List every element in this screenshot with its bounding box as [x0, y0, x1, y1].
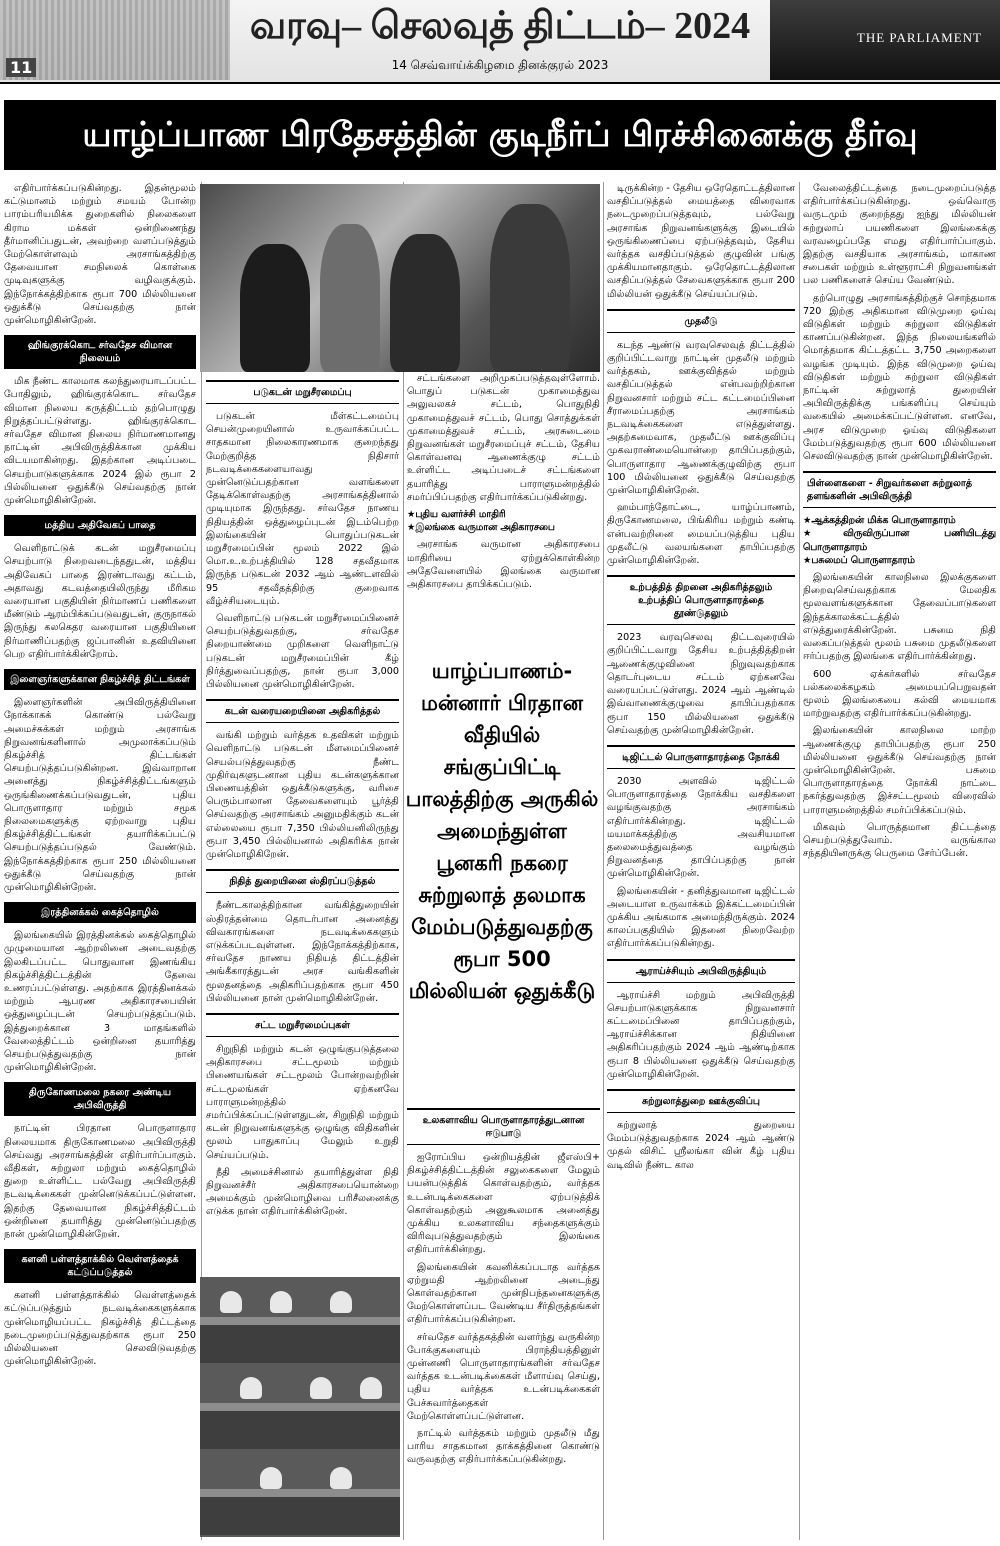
bullet-item: ★ விருவிருப்பான பணியிடத்து பொருளாதாரம் — [803, 527, 996, 553]
person-figure — [330, 1467, 352, 1489]
person-figure — [260, 1467, 282, 1489]
person-figure — [220, 1291, 242, 1313]
news-photo-parliament-session — [200, 1277, 400, 1537]
article-column-3-bottom — [407, 1100, 600, 1540]
paragraph: டிருக்கின்ற - தேசிய ஒரேதொட்டத்திலான வசதிப்படுத்தல் மையத்தை விரைவாக நடைமுறைப்படுத்தவும், பல்வேறு அரசாங்க நிறுவனங்களுக்கு இடையில் ஒருங்கிணைப்பை ஏற்படுத்தவும், தேசிய வர்த்தக வசதிப்படுத்தல் குழுவின் பங்கு முக்கியமானதாகும். ஒரேதொட்டத்திலான வசதிப்படுத்தல் சேவைகளுக்காக ரூபா 200 மில்லியன் ஒதுக்கீடு செய்யப்படும். — [607, 183, 795, 300]
person-figure — [240, 244, 310, 372]
subheading: இளைஞர்களுக்கான நிகழ்ச்சித் திட்டங்கள் — [4, 669, 196, 690]
bullet-item: ★ இலங்கை வருமான அதிகாரசபை — [407, 521, 600, 534]
subheading: பிள்ளைகளை - சிறுவர்களை சுற்றுலாத் தளங்களின் அபிவிருத்தி — [803, 471, 996, 508]
subheading: களனி பள்ளத்தாக்கில் வெள்ளத்தைக் கட்டுப்படுத்தல் — [4, 1249, 196, 1283]
paragraph: மிகவும் பொருத்தமான திட்டத்தை செயற்படுத்துவோம். வருங்கால சந்ததியினருக்கு பெருமை சேர்ப்பேன். — [803, 821, 996, 860]
paragraph: எதிர்பார்க்கப்படுகின்றது. இதன்மூலம் கட்டுமானம் மற்றும் சமயம் போன்ற பாரம்பரியமிக்க துறைகளில் நிலைகளை கிராம மக்கள் ஒன்றிணைந்து தீர்மானிப்பதுடன், அவற்றை வளப்படுத்தும் மேற்கொள்ளவும் அரசாங்கத்திற்கு தேவையான சமநிலைக் கொள்கை முடிவுகளுக்கு வழிவகுக்கும். இந்நோக்கத்திற்காக ரூபா 700 மில்லியனை ஒதுக்கீடு செய்வதற்கு நான் முன்மொழிகின்றேன். — [4, 183, 196, 327]
issue-date: 14 செவ்வாய்க்கிழமை தினக்குரல் 2023 — [391, 58, 609, 72]
paragraph: மிக நீண்ட காலமாக கலந்துரையாடப்பட்ட போதிலும், ஹிங்குரக்கொட சர்வதேச விமான நிலைய கருத்திட்டம் தற்பொழுது நிறுத்தப்பட்டுள்ளது. ஹிங்குரக்கொட சர்வதேச விமான நிலைய நிர்மாணமானது நாட்டின் அபிவிருத்திக்கான முக்கிய விடயமாகின்றது. இதற்கான அடிப்படை செயற்பாடுகளுக்காக 2024 இல் ரூபா 2 பில்லியனை ஒதுக்கீடு செய்வதற்கு நான் முன்மொழிகின்றேன். — [4, 376, 196, 507]
parliament-logo-image — [770, 0, 1000, 80]
paragraph: சிறுநிதி மற்றும் கடன் ஒழுங்குபடுத்தலை அதிகாரசபை சட்டமூலம் மற்றும் பிணையங்கள் சட்டமூலம் போன்றவற்றின் சட்டமூலங்கள் ஏற்கனவே பாராளுமன்றத்தில் சமர்ப்பிக்கப்பட்டுள்ளதுடன், சிறுநிதி மற்றும் கடன் நிறுவனங்களுக்கு ஒழுங்கு விதிகளின் மூலம் பாதுகாப்பு மேலும் உறுதி செய்யப்படும். — [206, 1043, 399, 1161]
column-divider — [603, 182, 604, 1540]
paragraph: கடந்த ஆண்டு வரவுசெலவுத் திட்டத்தில் குறிப்பிட்டவாறு நாட்டின் முதலீடு மற்றும் வர்த்தகம், ஊக்குவித்தல் மற்றும் வசதிப்படுத்தல் என்பவற்றிற்கான நிறுவனசார் மற்றும் சட்ட கட்டமைப்பினை சீராமைப்பதற்கு அரசாங்கம் நடவடிக்கைகளை எடுத்துள்ளது. அதற்கமைவாக, முதலீட்டு ஊக்குவிப்பு முகவராண்மையொன்றை தாபிப்பதற்கும், பொருளாதார ஆணைக்குழுவிற்கு ரூபா 100 மில்லியனை ஒதுக்கீடு செய்வதற்கு முன்மொழிகின்றேன். — [607, 339, 795, 497]
column-divider — [799, 182, 800, 1540]
article-column-2 — [206, 372, 399, 1272]
paragraph: 600 ஏக்கர்களில் சர்வதேச பல்கலைக்கழகம் அமையப்பெறுவதன் மூலம் இலங்கையை கல்வி மையமாக மாற்றுவதற்கு எதிர்பார்க்கப்படுகின்றது. — [803, 668, 996, 720]
subheading: திருகோணமலை நகரை அண்டிய அபிவிருத்தி — [4, 1082, 196, 1116]
paragraph: இலங்கையின் காலநிலை இலக்குகளை நிறைவுசெய்வதற்காக மேலதிக மூலவளங்களுக்கான தேவைப்பாடுகளை இந்தக்காலக்கட்டத்தில் எடுத்துரைக்கின்றேன். பசுமை நிதி வகைப்படுத்தல் மூலம் பசுமை முதலீடுகளை ஈர்ப்பதற்கு இலங்கை எதிர்பார்க்கின்றது. — [803, 572, 996, 663]
subheading: படுகடன் மறுசீரமைப்பு — [206, 380, 399, 404]
paragraph: அரசாங்க வருமான அதிகாரசபை மாதிரியை ஏற்றுக்கொள்கின்ற அதேவேளையில் இலங்கை வருமான அதிகாரசபை தாபிக்கப்படும். — [407, 539, 600, 591]
paragraph: நாட்டில் வர்த்தகம் மற்றும் முதலீடு மீது பாரிய சாதகமான தாக்கத்தினை கொண்டு வருவதற்கு எதிர்பார்க்கப்படுகின்றது. — [407, 1428, 600, 1466]
section-title: வரவு– செலவுத் திட்டம்– 2024 — [249, 5, 751, 47]
person-figure — [330, 1291, 352, 1313]
person-figure — [390, 234, 460, 372]
subheading: ஆராய்ச்சியும் அபிவிருத்தியும் — [607, 959, 795, 983]
paragraph: நீண்டகாலத்திற்கான வங்கித்துறையின் ஸ்திரத்தன்மை தொடர்பான அனைத்து விவகாரங்களை நடவடிக்கைகளும் எடுக்கப்படவுள்ளன. இந்நோக்கத்திற்காக, சர்வதேச நாணய நிதியத் திட்டத்தின் அங்கீகாரத்துடன் அரச வங்கிகளின் மூலதனத்தை அதிகரிப்பதற்காக ரூபா 450 பில்லியனை நான் முன்மொழிகின்றேன். — [206, 900, 399, 1004]
bullet-list — [407, 508, 600, 534]
paragraph: சட்டங்களை அறிமுகப்படுத்தவுள்ளோம். பொதுப் படுகடன் முகாமைத்துவ அலுவலகச் சட்டம், பொதுநிதி முகாமைத்துவச் சட்டம், பொது சொத்துக்கள் முகாமைத்துவச் சட்டம், அரசுடைமை நிறுவனங்கள் மறுசீரமைப்புச் சட்டம், தேசிய கொள்வனவு ஆணைக்குழு சட்டம் உள்ளிட்ட அடிப்படைச் சட்டங்களை தயாரித்து பாராளுமன்றத்தில் சமர்ப்பிப்பதற்கு எதிர்பார்க்கப்படுகின்றது. — [407, 373, 600, 503]
paragraph: சுற்றுலாத் துறையை மேம்படுத்துவதற்காக 2024 ஆம் ஆண்டு முதல் விசிட் ஸ்ரீலங்கா வின் கீழ் புதிய வடிவில் நீண்ட கால — [607, 1119, 795, 1171]
paragraph: இளைஞர்களின் அபிவிருத்தியினை நோக்காகக் கொண்டு பல்வேறு அமைச்சுக்கள் மற்றும் அரசாங்க நிறுவனங்களினால் அமுலாக்கப்படும் நிகழ்ச்சித் திட்டங்கள் செயற்படுத்தப்படுகின்றன. இவ்வாறான அனைத்து நிகழ்ச்சித்திட்டங்களும் ஒருங்கிணைக்கப்படுவதுடன், புதிய பொருளாதார மற்றும் சமூக நிலைமைகளுக்கு ஏற்றவாறு புதிய நிகழ்ச்சித்திட்டங்கள் தயாரிக்கப்பட்டு செயற்படுத்தப்படுதல் வேண்டும். இந்நோக்கத்திற்காக ரூபா 250 மில்லியனை ஒதுக்கீடு செய்வதற்கு நான் முன்மொழிகின்றேன். — [4, 697, 196, 893]
paragraph: இலங்கையில் இரத்தினக்கல் கைத்தொழில் முழுமையான ஆற்றலினை அடைவதற்கு இலகிடப்பட்ட பொதுவான இணங்கிய நிகழ்ச்சித்திட்டத்தின் தேவை உணரப்பட்டுள்ளது. அதற்காக இரத்தினக்கல் மற்றும் ஆபரண அதிகாரசபையின் ஒத்துழைப்புடன் செயற்படுத்தப்படும். இத்துறைக்கான 3 மாதங்களில் வேலைத்திட்டம் ஒன்றினை தயாரித்து செயற்படுத்துவதற்கு நான் முன்மொழிகின்றேன். — [4, 930, 196, 1074]
main-headline — [4, 100, 996, 170]
paragraph: வேலைத்திட்டத்தை நடைமுறைப்படுத்த எதிர்பார்க்கப்படுகின்றது. ஒவ்வொரு வருடமும் குறைந்தது ஐந்து மில்லியன் சுற்றுலாப் பயணிகளை இலங்கைக்கு வரவழைப்பதே எமது எதிர்பார்ப்பாகும். இதற்கு வசதியாக அரசாங்கம், மாகாண சபைகள் மற்றும் உள்ளூராட்சி நிறுவனங்கள் பல பணிகளைச் செய்ய வேண்டும். — [803, 183, 996, 287]
person-figure — [270, 1291, 292, 1313]
bullet-list — [803, 514, 996, 567]
paragraph: சர்வதேச வர்த்தகத்தின் வளர்ந்து வருகின்ற போக்குகளையும் பிராந்தியத்தினுள் முன்னணி பொருளாதாரங்களின் சர்வதேச வர்த்தக உடன்படிக்கைகள் மீளாய்வு செய்து, புதிய வர்த்தக உடன்படிக்கைகள் பேச்சுவார்த்தைகள் மேற்கொள்ளப்பட்டுள்ளன. — [407, 1331, 600, 1422]
paragraph: 2030 அளவில் டிஜிட்டல் பொருளாதாரத்தை நோக்கிய வசதிகளை வழங்குவதற்கு அரசாங்கம் எதிர்பார்க்கின்றது. டிஜிட்டல் மயமாக்கத்திற்கு அவசியமான தலைமைத்துவத்தை வழங்கும் நிறுவனத்தை தாபிப்பதற்கு நான் முன்மொழிகின்றேன். — [607, 775, 795, 880]
person-figure — [310, 1377, 332, 1399]
news-photo-parliament-greeting — [200, 184, 600, 372]
paragraph: இலங்கையின் காலநிலை மாற்ற ஆணைக்குழு தாபிப்பதற்கு ரூபா 250 மில்லியனை ஒதுக்கீடு செய்வதற்கு நான் முன்மொழிகின்றேன். பசுமை பொருளாதாரத்தை நோக்கி நாட்டை நகர்த்துவதற்கு இச்சட்டமூலம் விரைவில் பாராளுமன்றத்தில் சமர்ப்பிக்கப்படும். — [803, 725, 996, 816]
paragraph: வங்கி மற்றும் வர்த்தக உதவிகள் மற்றும் வெளிநாட்டு படுகடன் மீளமைப்பினைச் செயல்படுத்துவதற்கு நீண்ட முதிர்வுகளுடனான புதிய கடன்களுக்கான பிணையத்தின் ஒதுக்கீடுகளுக்கு, வரிசை பெரும்பாலான தேவைகளையும் பூர்த்தி செய்வதற்கு அரசாங்கம் அனுமதிக்கும் கடன் எல்லையை ரூபா 7,350 பில்லியனிலிருந்து ரூபா 3,450 பில்லியனால் அதிகரிக்க நான் முன்மொழிகிறேன். — [206, 730, 399, 861]
subheading: மத்திய அதிவேகப் பாதை — [4, 515, 196, 536]
paragraph: 2023 வரவுசெலவு திட்டவுரையில் குறிப்பிட்டவாறு தேசிய உற்பத்தித்திறன் ஆணைக்குழுவினை நிறுவுவதற்காக தொடர்புடைய சட்டம் ஏற்கனவே வரையப்பட்டுள்ளது. 2024 ஆம் ஆண்டில் இவ்வாணைக்குழுவை தாபிப்பதற்காக ரூபா 150 மில்லியனை ஒதுக்கீடு செய்வதற்கு முன்மொழிகின்றேன். — [607, 632, 795, 736]
person-figure — [490, 204, 570, 372]
subheading: உலகளாவிய பொருளாதாரத்துடனான ஈடுபாடு — [407, 1108, 600, 1145]
subheading: இரத்தினக்கல் கைத்தொழில் — [4, 902, 196, 923]
paragraph: இலங்கையின் கவனிக்கப்படாத வர்த்தக ஏற்றுமதி ஆற்றலினை அடைந்து கொள்வதற்கான முன்நிபந்தனைகளுக்கு மேற்கொள்ளப்பட வேண்டிய சீர்திருத்தங்கள் எதிர்பார்க்கப்படுகின்றன. — [407, 1261, 600, 1326]
paragraph: வெளிநாட்டு படுகடன் மறுசீரமைப்பினைச் செயற்படுத்துவதற்கு, சர்வதேச நிறையாண்மை முறிகளை வெளிநாட்டு படுகடன் மறுசீரமைப்பின் கீழ் நிர்த்துவைப்பதற்கு, நான் ரூபா 3,000 பில்லியனை முன்மொழிகின்றேன். — [206, 613, 399, 691]
bullet-item: ★ புதிய வளர்ச்சி மாதிரி — [407, 508, 600, 521]
masthead — [0, 0, 1000, 84]
parliament-logo-text: THE PARLIAMENT — [856, 30, 982, 45]
paragraph: நீதி அமைச்சினால் தயாரித்துள்ள நிதி நிறுவனச்சீர் அதிகாரசபையொன்றை அமைக்கும் முன்மொழிவை பரிசீலனைக்கு எடுக்க நான் எதிர்பார்க்கின்றேன். — [206, 1166, 399, 1218]
subheading: சட்ட மறுசீரமைப்புகள் — [206, 1013, 399, 1037]
subheading: ஹிங்குரக்கொட சர்வதேச விமான நிலையம் — [4, 335, 196, 369]
article-column-4 — [607, 182, 795, 1540]
paragraph: தற்பொழுது அரசாங்கத்திற்குச் சொந்தமாக 720 இற்கு அதிகமான விடுமுறை ஓய்வு விடுதிகள் மற்றும் சுற்றுலா விடுதிகள் காணப்படுகின்றன. இந்த நிலையங்களில் மொத்தமாக கிட்டத்தட்ட 3,750 அறைகளை வழங்க முடியும். இந்த விடுமுறை ஓய்வு விடுதிகள் மற்றும் சுற்றுலா விடுதிகள் நாட்டின் சுற்றுலாத் துறையின் அபிவிருத்திக்கு பங்களிப்பு செய்யும் வகையில் அமைக்கப்பட்டுள்ளன. எனவே, அரச விடுமுறை ஓய்வு விடுதிகளை மேம்படுத்துவதற்கு ரூபா 600 மில்லியனை செலவிடுவதற்கு நான் முன்மொழிகின்றேன். — [803, 292, 996, 463]
headline-text: யாழ்ப்பாண பிரதேசத்தின் குடிநீர்ப் பிரச்சினைக்கு தீர்வு — [82, 115, 918, 155]
bullet-item: ★ பசுமைப் பொருளாதாரம் — [803, 554, 996, 567]
subheading: உற்பத்தித் திறனை அதிகரித்தலும் உற்பத்திப் பொருளாதாரத்தை தூண்டுதலும் — [607, 575, 795, 625]
paragraph: ஆராய்ச்சி மற்றும் அபிவிருத்தி செயற்பாடுகளுக்காக நிறுவனசார் கட்டமைப்பினை தாபிப்பதற்கும், ஆராய்ச்சிக்கான நிதியினை அதிகரிப்பதற்கும் 2024 ஆம் ஆண்டிற்காக ரூபா 8 பில்லியனை ஒதுக்கீடு செய்வதற்கு முன்மொழிகின்றேன். — [607, 989, 795, 1080]
paragraph: இலங்கையின் - தனித்துவமான டிஜிட்டல் அடையாள உருவாக்கம் இக்கட்டமைப்பின் முக்கிய அங்கமாக அமைந்திருக்கும். 2024 காலப்பகுதியில் இதனை நிறைவேற்ற எதிர்பார்க்கப்படுகின்றது. — [607, 885, 795, 950]
paragraph: நாட்டின் பிரதான பொருளாதார நிலையமாக திருகோணமலை அபிவிருத்தி செய்வது அரசாங்கத்தின் எதிர்பார்ப்பாகும். வீதிகள், சுற்றுலா மற்றும் கைத்தொழில் துறை உள்ளிட்ட பல்வேறு அபிவிருத்தி நடவடிக்கைகள் முன்னெடுக்கப்பட்டுள்ளன. இதற்கு தேவையான நிகழ்ச்சித்திட்டம் ஒன்றினை தயாரித்து முன்னெடுப்பதற்கு நான் முன்மொழிகின்றேன். — [4, 1123, 196, 1240]
pull-quote: யாழ்ப்பாணம்- மன்னார் பிரதான வீதியில் சங்குப்பிட்டி பாலத்திற்கு அருகில் அமைந்துள்ள பூனகரி நகரை சுற்றுலாத் தலமாக மேம்படுத்துவதற்கு ரூபா 500 மில்லியன் ஒதுக்கீடு — [405, 659, 599, 1003]
paragraph: களனி பள்ளத்தாக்கில் வெள்ளத்தைக் கட்டுப்படுத்தும் நடவடிக்கைகளுக்காக முன்மொழியப்பட்ட நிகழ்ச்சித் திட்டத்தை நடைமுறைப்படுத்துவதற்காக ரூபா 250 மில்லியனை செலவிடுவதற்கு முன்மொழிகின்றேன். — [4, 1290, 196, 1368]
subheading: முதலீடு — [607, 309, 795, 333]
person-figure — [360, 1377, 382, 1399]
article-column-3-top — [407, 372, 600, 652]
paragraph: ஹம்பாந்தோட்டை, யாழ்ப்பாணம், திருகோணமலை, பிங்கிரிய மற்றும் கண்டி என்பவற்றினை மையப்படுத்திய புதிய முதலீட்டு வலயங்களை தாபிப்பதற்கு முன்மொழிகின்றேன். — [607, 502, 795, 567]
page-number: 11 — [6, 58, 36, 77]
subheading: கடன் வரையறையினை அதிகரித்தல் — [206, 699, 399, 723]
bullet-item: ★ ஆக்கத்திறன் மிக்க பொருளாதாரம் — [803, 514, 996, 527]
paragraph: படுகடன் மீள்கட்டமைப்பு செயன்முறையினால் உருவாக்கப்பட்ட சாதகமான நிலைகாரணமாக குறைந்தது மேற்குறித்த நிதிசார் நடவடிக்கைகளையாவது முன்னெடுப்பதற்கான வளங்களை தேடிக்கொள்வதற்கு அரசாங்கத்தினால் முடியுமாக இருந்தது. சர்வதேச நாணய நிதியத்தின் ஒத்துழைப்புடன் இடம்பெற்ற இலங்கையின் பொதுப்படுகடன் மறுசீரமைப்பின் மூலம் 2022 இல் மொ.உ.உற்பத்தியில் 128 சதவீதமாக இருந்த படுகடன் 2032 ஆம் ஆண்டளவில் 95 சதவீதத்திற்கு குறைவாக வீழ்ச்சியடையும். — [206, 411, 399, 607]
subheading: நிதித் துறையினை ஸ்திரப்படுத்தல் — [206, 869, 399, 893]
subheading: சுற்றுலாத்துறை ஊக்குவிப்பு — [607, 1089, 795, 1113]
article-column-5 — [803, 182, 996, 1540]
person-figure — [320, 224, 380, 372]
paragraph: ஐரோப்பிய ஒன்றியத்தின் ஜீஎஸ்பி+ நிகழ்ச்சித்திட்டத்தின் சலுகைகளை மேலும் பயன்படுத்திக் கொள்வதற்கும், வர்த்தக உடன்படிக்கைகளை ஏற்படுத்திக் கொள்வதற்கும் அனுகூலமாக அனைத்து முக்கிய உலகளாவிய சந்தைகளுக்கும் விரிவுபடுத்துவதற்கும் இலங்கை எதிர்பார்க்கின்றது. — [407, 1152, 600, 1256]
paragraph: வெளிநாட்டுக் கடன் மறுசீரமைப்பு செயற்பாடு நிறைவடைந்ததுடன், மத்திய அதிவேகப் பாதை இரண்டாவது கட்டம், அதாவது கடவத்தையிலிருந்து மீரிகம வரையான பகுதியின் நிர்மாணப் பணிகளை மீண்டும் ஆரம்பிக்கப்படுவதுடன், குருநாகல் இருந்து கலகெதர வரையான பகுதியினை நிர்மாணிப்பதற்கு ஜப்பானின் உதவியினை பெற எதிர்பார்க்கின்றோம். — [4, 543, 196, 660]
subheading: டிஜிட்டல் பொருளாதாரத்தை நோக்கி — [607, 745, 795, 769]
article-column-1 — [4, 182, 196, 1540]
person-figure — [240, 1377, 262, 1399]
